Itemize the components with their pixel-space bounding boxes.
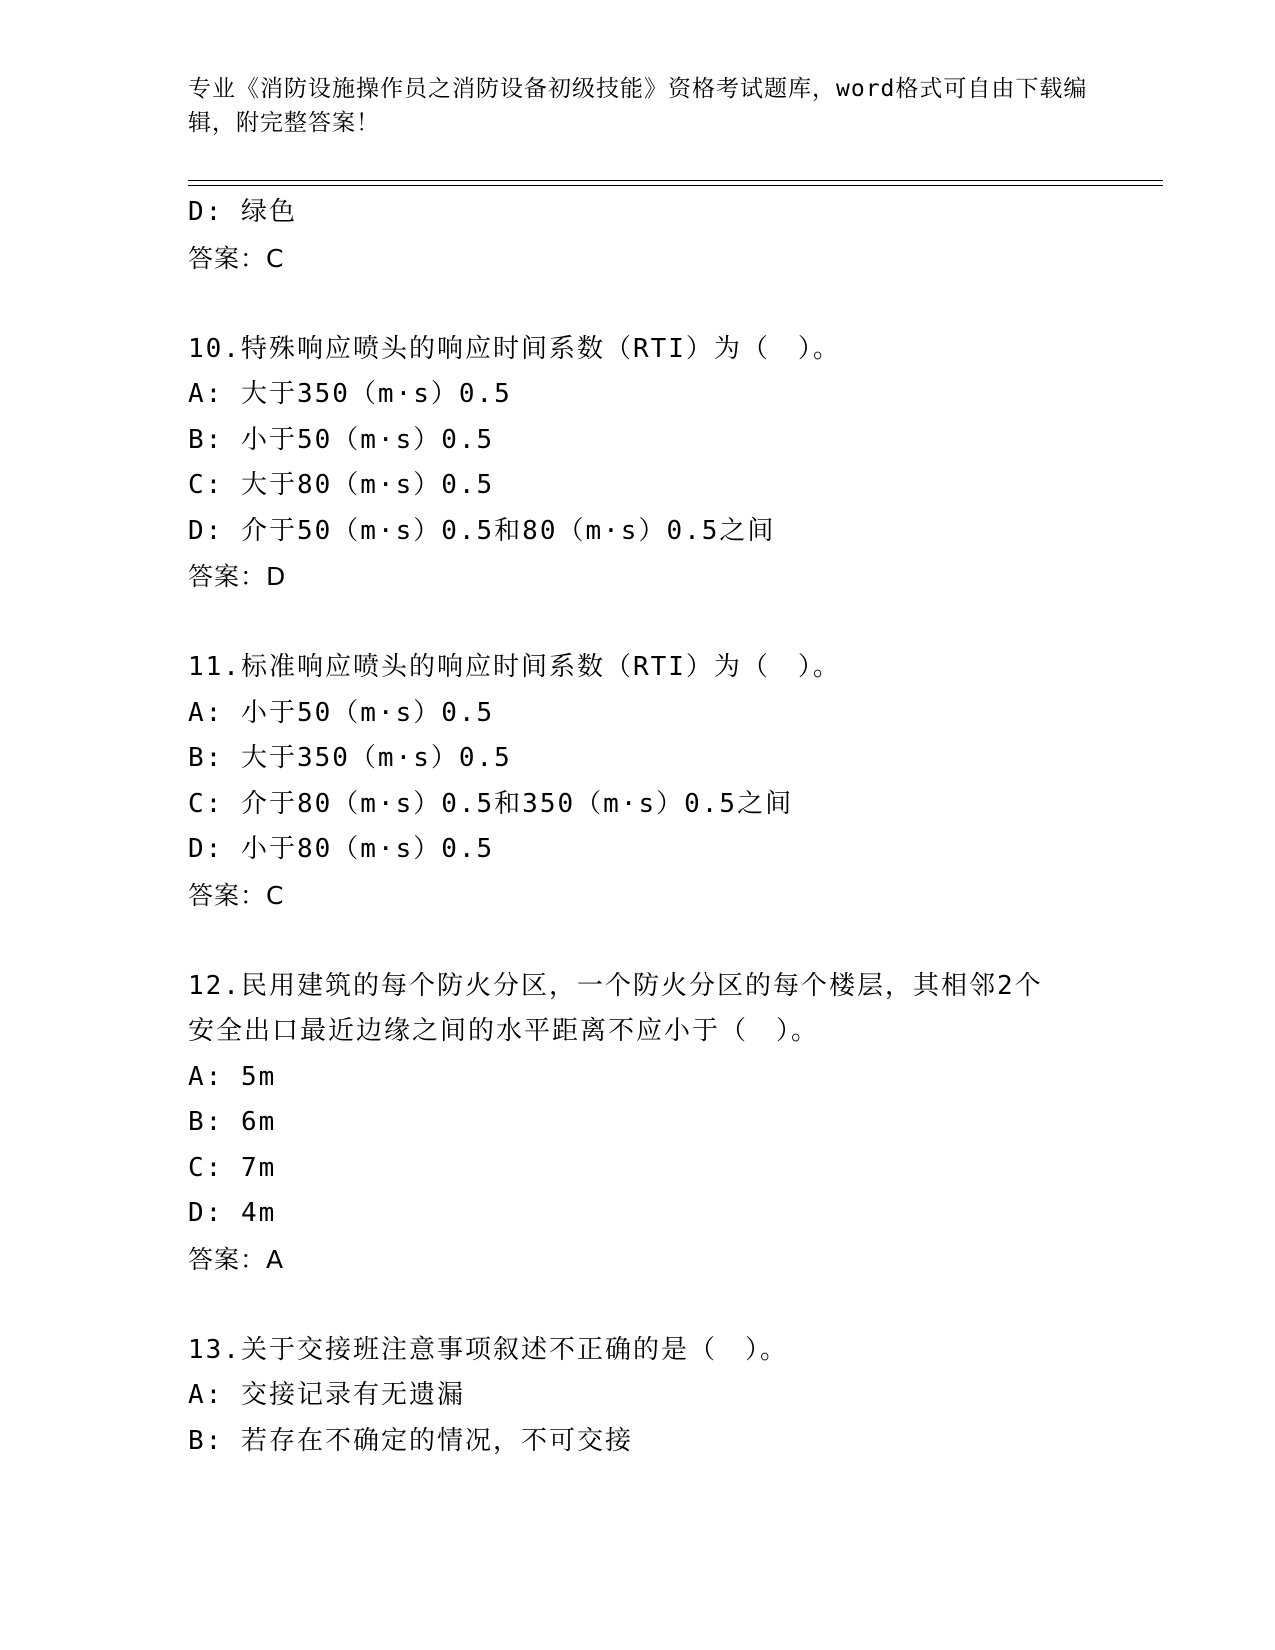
document-header: 专业《消防设施操作员之消防设备初级技能》资格考试题库，word格式可自由下载编辑，附完整答案！ [188, 76, 1088, 136]
answer-label: 答案：A [188, 1244, 285, 1274]
option-d: D: 4m [188, 1198, 277, 1228]
question-block-13 [188, 1328, 1088, 1465]
question-block-11 [188, 645, 1088, 918]
spacer [188, 281, 1088, 327]
option-d: D: 绿色 [188, 197, 297, 227]
option-c: C: 介于80（m·s）0.5和350（m·s）0.5之间 [188, 788, 794, 819]
option-b: B: 大于350（m·s）0.5 [188, 743, 512, 773]
option-d: D: 介于50（m·s）0.5和80（m·s）0.5之间 [188, 515, 776, 546]
option-b: B: 小于50（m·s）0.5 [188, 424, 495, 455]
option-c: C: 大于80（m·s）0.5 [188, 470, 495, 500]
answer-label: 答案：C [188, 243, 285, 273]
document-body [188, 190, 1088, 1464]
spacer [188, 1282, 1088, 1328]
question-stem: 12.民用建筑的每个防火分区，一个防火分区的每个楼层，其相邻2个安全出口最近边缘之间的水平距离不应小于（ ）。 [188, 970, 1043, 1046]
header-divider-bottom [188, 185, 1163, 186]
question-stem: 10.特殊响应喷头的响应时间系数（RTI）为（ ）。 [188, 333, 841, 364]
question-block-10 [188, 327, 1088, 600]
spacer [188, 600, 1088, 646]
option-a: A: 大于350（m·s）0.5 [188, 379, 512, 409]
option-d: D: 小于80（m·s）0.5 [188, 834, 495, 864]
option-a: A: 交接记录有无遗漏 [188, 1380, 465, 1410]
option-a: A: 5m [188, 1061, 277, 1092]
option-b: B: 若存在不确定的情况，不可交接 [188, 1425, 633, 1456]
answer-label: 答案：D [188, 562, 287, 591]
question-stem: 13.关于交接班注意事项叙述不正确的是（ ）。 [188, 1334, 788, 1365]
question-stem: 11.标准响应喷头的响应时间系数（RTI）为（ ）。 [188, 652, 841, 682]
answer-label: 答案：C [188, 880, 285, 910]
option-b: B: 6m [188, 1107, 277, 1137]
spacer [188, 918, 1088, 964]
question-block-12 [188, 964, 1088, 1283]
header-divider-top [188, 180, 1163, 181]
option-a: A: 小于50（m·s）0.5 [188, 697, 495, 728]
option-c: C: 7m [188, 1152, 277, 1183]
